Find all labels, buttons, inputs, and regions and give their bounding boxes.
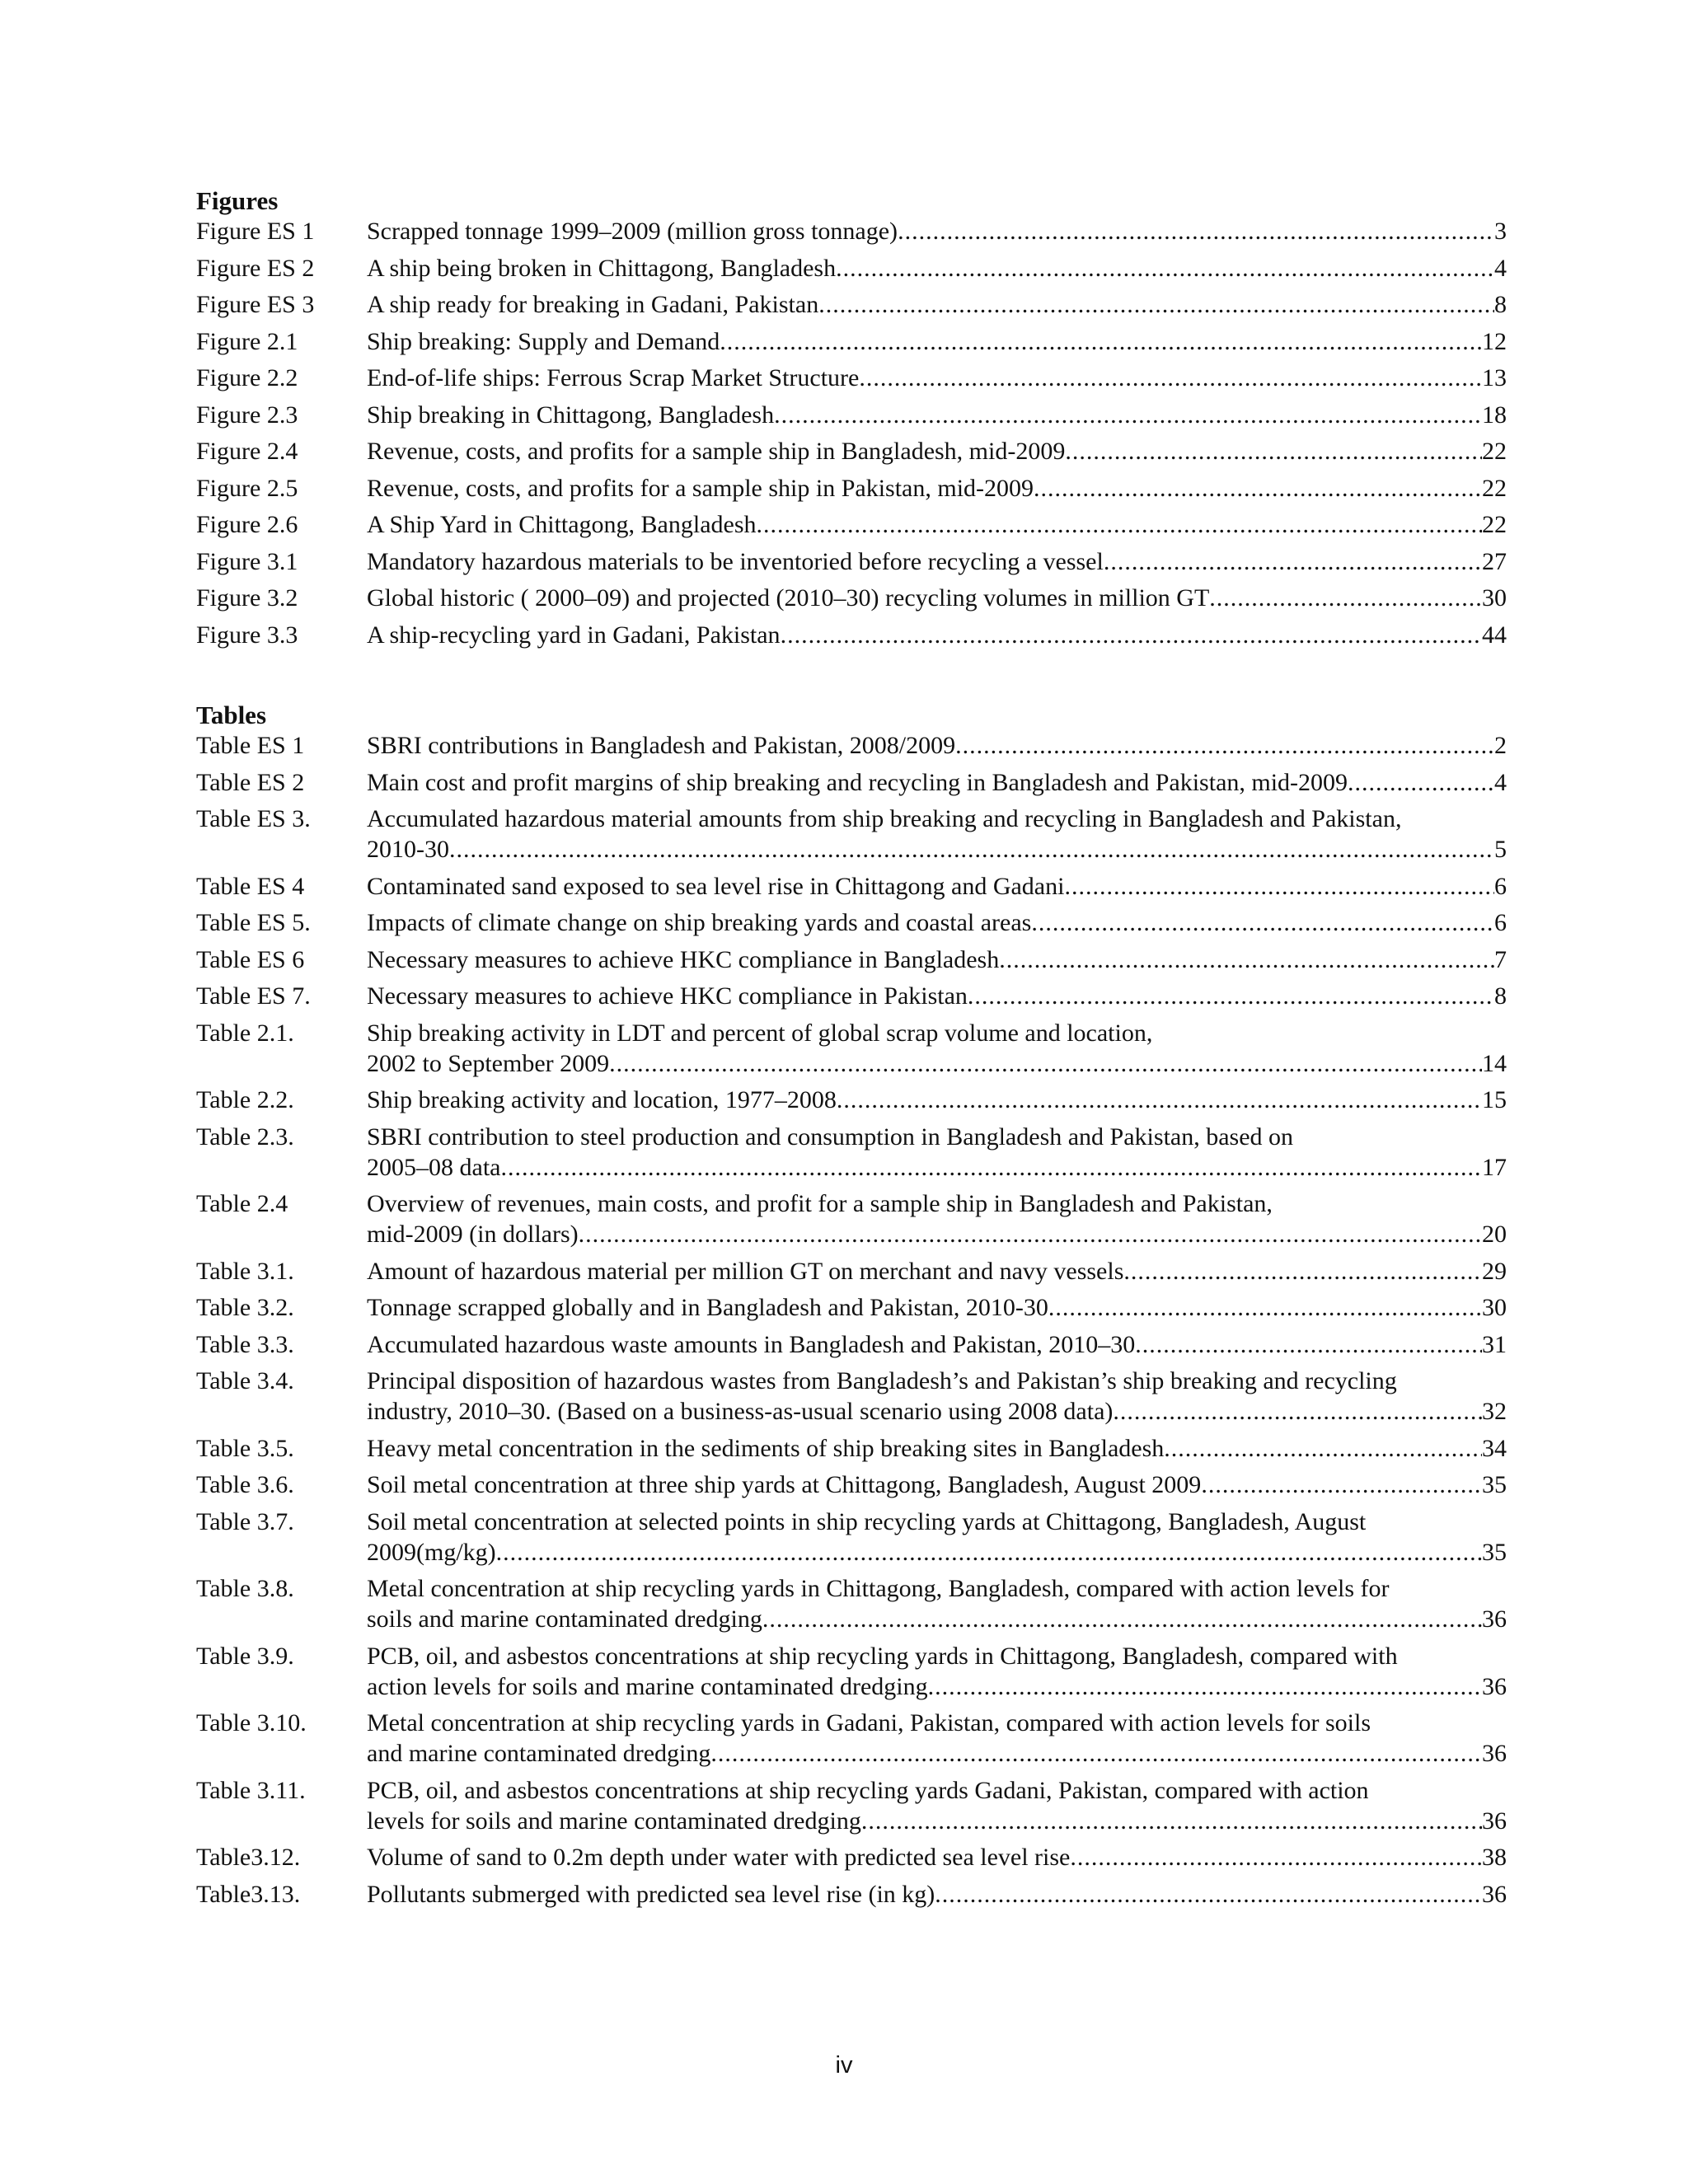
entry-page-number: 4 — [1494, 254, 1507, 282]
entry-page-number: 29 — [1482, 1257, 1507, 1285]
entry-title: Necessary measures to achieve HKC compliance in Bangladesh — [367, 945, 1000, 973]
entry-page-number: 12 — [1482, 327, 1507, 355]
entry-page-number: 36 — [1482, 1807, 1507, 1835]
entry-label: Table 2.4 — [196, 1190, 288, 1217]
entry-title: Pollutants submerged with predicted sea level rise (in kg) — [367, 1880, 935, 1908]
tables-section — [196, 701, 1507, 1915]
entry-page-number: 22 — [1482, 474, 1507, 502]
dot-leader — [935, 1879, 1482, 1910]
entry-label: Table ES 2 — [196, 768, 305, 796]
entry-page-number: 36 — [1482, 1880, 1507, 1908]
dot-leader — [1048, 1292, 1482, 1323]
entry-title: A ship ready for breaking in Gadani, Pakistan — [367, 291, 819, 318]
entry-title: Main cost and profit margins of ship breaking and recycling in Bangladesh and Pakistan, mid-2009 — [367, 768, 1348, 796]
entry-title: Ship breaking activity in LDT and percent of global scrap volume and location, — [367, 1019, 1153, 1047]
entry-page-number: 22 — [1482, 438, 1507, 465]
tables-list — [196, 730, 1507, 1910]
table-entry — [196, 1256, 1507, 1286]
entry-page-number: 36 — [1482, 1672, 1507, 1700]
entry-label: Table 2.3. — [196, 1122, 294, 1151]
dot-leader — [1104, 546, 1482, 577]
dot-leader — [1064, 871, 1494, 902]
table-entry — [196, 1842, 1507, 1872]
entry-label: Table 3.10. — [196, 1709, 307, 1736]
entry-label: Figure 3.3 — [196, 621, 298, 649]
dot-leader — [496, 1537, 1482, 1568]
entry-title: Necessary measures to achieve HKC compliance in Pakistan — [367, 982, 968, 1010]
entry-label: Table ES 6 — [196, 945, 305, 973]
entry-page-number: 17 — [1482, 1153, 1507, 1181]
entry-page-number: 14 — [1482, 1049, 1507, 1077]
dot-leader — [861, 1806, 1482, 1836]
entry-page-number: 3 — [1494, 218, 1507, 245]
dot-leader — [999, 944, 1494, 975]
entry-label: Table 3.2. — [196, 1294, 294, 1321]
dot-leader — [762, 1604, 1482, 1634]
entry-title-continued: 2002 to September 2009 — [367, 1049, 610, 1077]
entry-label: Table 2.2. — [196, 1086, 294, 1113]
entry-page-number: 20 — [1482, 1221, 1507, 1248]
entry-page-number: 22 — [1482, 511, 1507, 538]
figure-entry — [196, 216, 1507, 246]
entry-label: Figure 2.4 — [196, 438, 298, 465]
table-entry — [196, 1018, 1507, 1079]
table-entry — [196, 1775, 1507, 1836]
entry-title-continued: 2005–08 data — [367, 1153, 501, 1181]
entry-label: Figure 2.1 — [196, 327, 298, 355]
entry-label: Table 3.7. — [196, 1507, 294, 1535]
entry-label: Table 3.5. — [196, 1434, 294, 1462]
entry-page-number: 8 — [1494, 291, 1507, 318]
entry-page-number: 44 — [1482, 621, 1507, 649]
dot-leader — [968, 981, 1494, 1011]
dot-leader — [1348, 767, 1494, 798]
entry-label: Figure 2.2 — [196, 364, 298, 391]
entry-title: Volume of sand to 0.2m depth under water with predicted sea level rise — [367, 1844, 1071, 1871]
entry-title: PCB, oil, and asbestos concentrations at ship recycling yards Gadani, Pakistan, compared with action — [367, 1776, 1369, 1804]
entry-title: Ship breaking in Chittagong, Bangladesh — [367, 401, 775, 429]
dot-leader — [928, 1671, 1482, 1702]
entry-page-number: 38 — [1482, 1844, 1507, 1871]
table-entry — [196, 907, 1507, 938]
entry-label: Figure 2.6 — [196, 511, 298, 538]
entry-page-number: 5 — [1494, 836, 1507, 863]
entry-label: Table ES 3. — [196, 805, 311, 832]
entry-label: Table 3.4. — [196, 1367, 294, 1394]
entry-label: Table ES 1 — [196, 732, 305, 759]
dot-leader — [449, 834, 1494, 865]
entry-label: Table 2.1. — [196, 1019, 294, 1047]
entry-title: SBRI contribution to steel production and consumption in Bangladesh and Pakistan, based on — [367, 1122, 1294, 1151]
entry-title: Accumulated hazardous material amounts from ship breaking and recycling in Bangladesh and Pakistan, — [367, 805, 1402, 832]
dot-leader — [720, 326, 1482, 357]
table-entry — [196, 1366, 1507, 1427]
entry-title: Soil metal concentration at selected points in ship recycling yards at Chittagong, Bangladesh, August — [367, 1507, 1367, 1535]
entry-page-number: 36 — [1482, 1740, 1507, 1767]
entry-page-number: 8 — [1494, 982, 1507, 1010]
entry-label: Table 3.9. — [196, 1642, 294, 1670]
entry-label: Figure 3.1 — [196, 547, 298, 575]
dot-leader — [836, 253, 1494, 284]
dot-leader — [1113, 1396, 1482, 1427]
figure-entry — [196, 436, 1507, 466]
entry-page-number: 31 — [1482, 1330, 1507, 1358]
entry-title-continued: industry, 2010–30. (Based on a business-as-usual scenario using 2008 data) — [367, 1398, 1114, 1425]
entry-label: Figure ES 2 — [196, 254, 315, 282]
dot-leader — [1070, 1842, 1482, 1872]
entry-title: Ship breaking: Supply and Demand — [367, 327, 720, 355]
dot-leader — [1065, 436, 1482, 466]
entry-label: Table 3.8. — [196, 1575, 294, 1602]
figure-entry — [196, 546, 1507, 577]
entry-title: SBRI contributions in Bangladesh and Pakistan, 2008/2009 — [367, 732, 956, 759]
page-number: iv — [835, 2052, 853, 2079]
table-entry — [196, 804, 1507, 865]
dot-leader — [898, 216, 1494, 246]
entry-title: Principal disposition of hazardous wastes from Bangladesh’s and Pakistan’s ship breaking and recycling — [367, 1367, 1397, 1394]
figure-entry — [196, 620, 1507, 650]
entry-title-continued: mid-2009 (in dollars) — [367, 1221, 579, 1248]
dot-leader — [500, 1152, 1482, 1183]
dot-leader — [859, 363, 1482, 393]
entry-title: Impacts of climate change on ship breaking yards and coastal areas — [367, 909, 1032, 936]
entry-label: Table3.13. — [196, 1880, 301, 1908]
figure-entry — [196, 509, 1507, 540]
entry-label: Table ES 4 — [196, 872, 305, 900]
table-entry — [196, 1708, 1507, 1769]
table-entry — [196, 1188, 1507, 1249]
dot-leader — [818, 289, 1494, 320]
table-entry — [196, 944, 1507, 975]
dot-leader — [781, 620, 1482, 650]
entry-title: Ship breaking activity and location, 1977–2008 — [367, 1086, 837, 1113]
entry-title: Mandatory hazardous materials to be inventoried before recycling a vessel — [367, 547, 1104, 575]
entry-title: Soil metal concentration at three ship yards at Chittagong, Bangladesh, August 2009 — [367, 1471, 1202, 1498]
figure-entry — [196, 363, 1507, 393]
entry-title: Metal concentration at ship recycling yards in Chittagong, Bangladesh, compared with action levels for — [367, 1575, 1390, 1602]
entry-label: Table3.12. — [196, 1844, 301, 1871]
entry-title-continued: action levels for soils and marine contaminated dredging — [367, 1672, 928, 1700]
entry-label: Figure 2.5 — [196, 474, 298, 502]
dot-leader — [955, 730, 1494, 761]
entry-page-number: 35 — [1482, 1471, 1507, 1498]
entry-title: End-of-life ships: Ferrous Scrap Market Structure — [367, 364, 860, 391]
dot-leader — [1123, 1256, 1482, 1286]
entry-label: Table 3.3. — [196, 1330, 294, 1358]
entry-title: Scrapped tonnage 1999–2009 (million gross tonnage) — [367, 218, 898, 245]
figure-entry — [196, 289, 1507, 320]
table-entry — [196, 1879, 1507, 1910]
entry-title: A ship being broken in Chittagong, Bangladesh — [367, 254, 837, 282]
dot-leader — [757, 509, 1482, 540]
dot-leader — [1135, 1329, 1482, 1360]
table-entry — [196, 1433, 1507, 1464]
entry-title: Revenue, costs, and profits for a sample ship in Bangladesh, mid-2009 — [367, 438, 1066, 465]
entry-title-continued: and marine contaminated dredging — [367, 1740, 711, 1767]
figure-entry — [196, 326, 1507, 357]
entry-page-number: 2 — [1494, 732, 1507, 759]
dot-leader — [774, 400, 1482, 430]
entry-page-number: 36 — [1482, 1605, 1507, 1633]
entry-title: Heavy metal concentration in the sediments of ship breaking sites in Bangladesh — [367, 1434, 1165, 1462]
entry-title: Amount of hazardous material per million GT on merchant and navy vessels — [367, 1257, 1124, 1285]
table-entry — [196, 1641, 1507, 1702]
entry-title: Global historic ( 2000–09) and projected (2010–30) recycling volumes in million GT — [367, 584, 1210, 612]
dot-leader — [1209, 583, 1482, 613]
entry-title-continued: soils and marine contaminated dredging — [367, 1605, 762, 1633]
figures-heading: Figures — [196, 186, 279, 215]
table-entry — [196, 1292, 1507, 1323]
figures-section — [196, 186, 1507, 656]
entry-page-number: 7 — [1494, 945, 1507, 973]
entry-page-number: 18 — [1482, 401, 1507, 429]
table-entry — [196, 1329, 1507, 1360]
entry-label: Table ES 5. — [196, 909, 311, 936]
figure-entry — [196, 473, 1507, 504]
entry-label: Table 3.11. — [196, 1776, 306, 1804]
entry-page-number: 15 — [1482, 1086, 1507, 1113]
figure-entry — [196, 400, 1507, 430]
entry-title: Metal concentration at ship recycling yards in Gadani, Pakistan, compared with action levels for soils — [367, 1709, 1371, 1736]
entry-label: Figure ES 1 — [196, 218, 315, 245]
dot-leader — [1031, 907, 1494, 938]
entry-title: Revenue, costs, and profits for a sample ship in Pakistan, mid-2009 — [367, 474, 1034, 502]
entry-title: Overview of revenues, main costs, and profit for a sample ship in Bangladesh and Pakistan, — [367, 1190, 1273, 1217]
entry-title: A ship-recycling yard in Gadani, Pakistan — [367, 621, 781, 649]
table-entry — [196, 871, 1507, 902]
table-entry — [196, 767, 1507, 798]
entry-page-number: 13 — [1482, 364, 1507, 391]
figure-entry — [196, 583, 1507, 613]
entry-label: Table 3.1. — [196, 1257, 294, 1285]
entry-label: Figure 2.3 — [196, 401, 298, 429]
dot-leader — [609, 1048, 1482, 1079]
entry-page-number: 4 — [1494, 768, 1507, 796]
entry-title: Accumulated hazardous waste amounts in Bangladesh and Pakistan, 2010–30 — [367, 1330, 1136, 1358]
tables-heading: Tables — [196, 701, 267, 729]
entry-label: Table 3.6. — [196, 1471, 294, 1498]
entry-title-continued: 2009(mg/kg) — [367, 1538, 496, 1566]
entry-title: A Ship Yard in Chittagong, Bangladesh — [367, 511, 757, 538]
entry-page-number: 30 — [1482, 584, 1507, 612]
dot-leader — [1034, 473, 1482, 504]
dot-leader — [837, 1085, 1482, 1115]
entry-page-number: 6 — [1494, 909, 1507, 936]
entry-page-number: 30 — [1482, 1294, 1507, 1321]
entry-title-continued: levels for soils and marine contaminated dredging — [367, 1807, 861, 1835]
entry-title: Contaminated sand exposed to sea level rise in Chittagong and Gadani — [367, 872, 1065, 900]
dot-leader — [1164, 1433, 1482, 1464]
table-entry — [196, 1085, 1507, 1115]
entry-page-number: 32 — [1482, 1398, 1507, 1425]
entry-page-number: 27 — [1482, 547, 1507, 575]
dot-leader — [710, 1738, 1482, 1769]
table-entry — [196, 1122, 1507, 1183]
entry-title-continued: 2010-30 — [367, 836, 449, 863]
table-entry — [196, 1469, 1507, 1500]
entry-label: Table ES 7. — [196, 982, 311, 1010]
entry-page-number: 35 — [1482, 1538, 1507, 1566]
entry-title: PCB, oil, and asbestos concentrations at ship recycling yards in Chittagong, Bangladesh, compared with — [367, 1642, 1398, 1670]
dot-leader — [579, 1219, 1482, 1249]
entry-label: Figure ES 3 — [196, 291, 315, 318]
figure-entry — [196, 253, 1507, 284]
table-entry — [196, 1573, 1507, 1634]
entry-title: Tonnage scrapped globally and in Bangladesh and Pakistan, 2010-30 — [367, 1294, 1048, 1321]
table-entry — [196, 1507, 1507, 1568]
table-entry — [196, 730, 1507, 761]
entry-page-number: 34 — [1482, 1434, 1507, 1462]
figures-list — [196, 216, 1507, 650]
dot-leader — [1201, 1469, 1482, 1500]
entry-label: Figure 3.2 — [196, 584, 298, 612]
table-entry — [196, 981, 1507, 1011]
entry-page-number: 6 — [1494, 872, 1507, 900]
